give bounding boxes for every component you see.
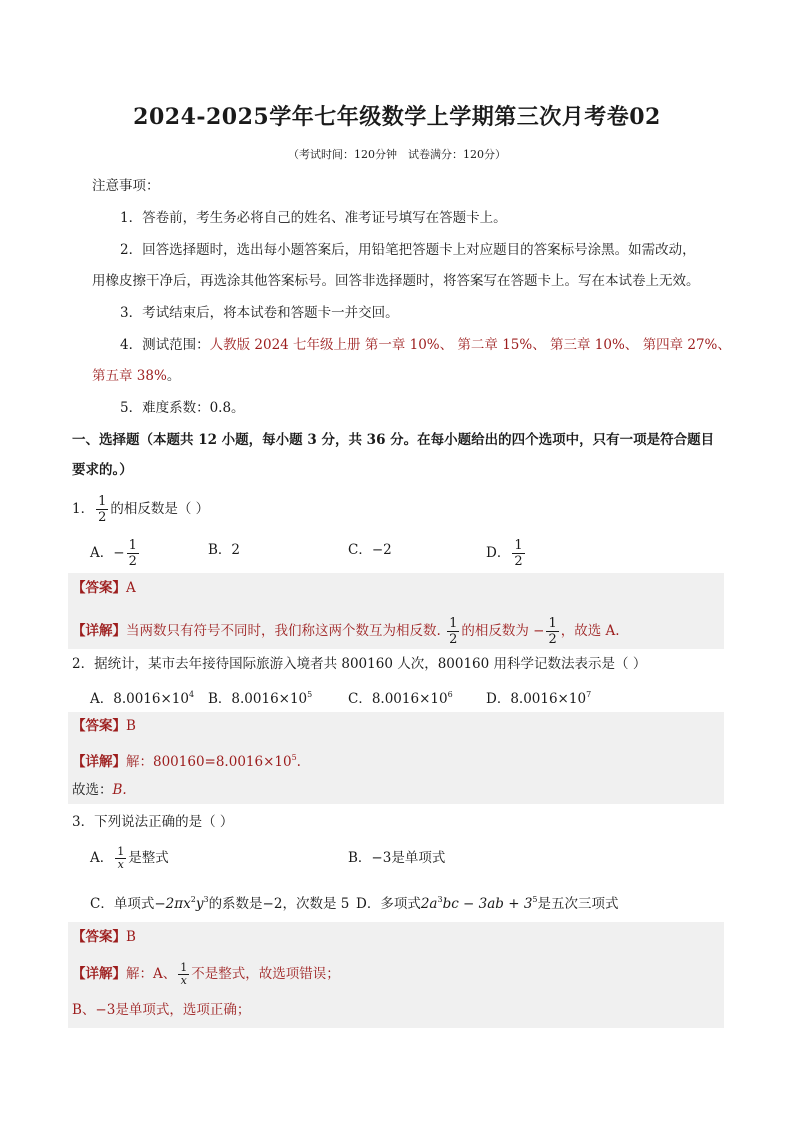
exam-info: （考试时间：120分钟 试卷满分：120分）	[288, 148, 506, 161]
q2-option-a: A．$8.0016\times 10^4$	[90, 690, 195, 707]
page-title: 2024-2025学年七年级数学上学期第三次月考卷02	[133, 104, 661, 130]
q1-option-d: D． $\frac{1}{2}$	[486, 538, 523, 569]
test-scope: 人教版 2024 七年级上册 第一章 10%、 第二章 15%、 第三章 10%、 第四章 27%、	[209, 337, 731, 353]
question-3: 3．下列说法正确的是（ ）	[72, 814, 234, 830]
q2-conclusion: 故选：B.	[72, 782, 127, 798]
q1-option-a: A．− $\frac{1}{2}$	[90, 538, 137, 569]
note-item-4-end: 。	[166, 368, 181, 384]
note-item-4-prefix: 4．测试范围：	[120, 337, 210, 353]
q2-detail: 【详解】解：$800160=8.0016\times 10^5$.	[72, 753, 301, 770]
q3-option-d: D．多项式$2a^3bc - 3ab + 3^5$是五次三项式	[356, 895, 619, 912]
q3-detail: 【详解】解：A、 $\frac{1}{x}$ 不是整式，故选项错误；	[72, 961, 340, 987]
q1-option-c: C．−2	[348, 542, 392, 558]
q3-answer: 【答案】B	[72, 929, 136, 945]
note-item-5: 5．难度系数：0.8。	[120, 400, 245, 416]
q2-option-b: B．$8.0016\times 10^5$	[208, 690, 313, 707]
q3-option-c: C．单项式$-2\pi x^2y^3$的系数是−2，次数是 5	[90, 895, 350, 912]
note-item-1: 1．答卷前，考生务必将自己的姓名、准考证号填写在答题卡上。	[120, 210, 507, 226]
q3-detail-line2: B、−3是单项式，选项正确；	[72, 1002, 251, 1018]
test-scope-cont: 第五章 38%	[92, 368, 167, 384]
question-number: 1．	[72, 501, 95, 517]
fraction: $\frac{1}{2}$	[449, 616, 458, 647]
fraction: $\frac{1}{2}$	[548, 616, 557, 647]
q2-option-d: D．$8.0016\times 10^7$	[486, 690, 592, 707]
section-heading-cont: 要求的。）	[72, 462, 133, 478]
q3-option-a: A． $\frac{1}{x}$ 是整式	[90, 845, 169, 871]
note-item-2b: 用橡皮擦干净后，再选涂其他答案标号。回答非选择题时，将答案写在答题卡上。写在本试卷上无效。	[92, 273, 700, 289]
q2-answer: 【答案】B	[72, 718, 136, 734]
question-2: 2．据统计，某市去年接待国际旅游入境者共 800160 人次，800160 用科学记数法表示是（ ）	[72, 656, 647, 672]
section-heading: 一、选择题（本题共 12 小题，每小题 3 分，共 36 分。在每小题给出的四个选项中，只有一项是符合题目	[72, 432, 715, 448]
q1-detail: 【详解】当两数只有符号不同时，我们称这两个数互为相反数. $\frac{1}{2}$ 的相反数为 − $\frac{1}{2}$ ，故选 A.	[72, 616, 620, 647]
fraction: $\frac{1}{2}$	[128, 538, 137, 569]
q2-option-c: C．$8.0016\times 10^6$	[348, 690, 453, 707]
fraction: $\frac{1}{2}$	[514, 538, 523, 569]
question-stem: 的相反数是（ ）	[110, 501, 210, 517]
q1-option-b: B．2	[208, 542, 241, 558]
note-item-3: 3．考试结束后，将本试卷和答题卡一并交回。	[120, 305, 399, 321]
note-item-4-cont	[92, 366, 180, 386]
note-item-2a: 2．回答选择题时，选出每小题答案后，用铅笔把答题卡上对应题目的答案标号涂黑。如需改动，	[120, 242, 696, 258]
question-1	[72, 494, 209, 525]
fraction: $\frac{1}{x}$	[180, 961, 188, 987]
notes-heading: 注意事项：	[92, 178, 160, 194]
note-item-4	[120, 335, 731, 355]
q1-answer: 【答案】A	[72, 580, 136, 596]
fraction: $\frac{1}{x}$	[117, 845, 125, 871]
fraction: $\frac{1}{2}$	[98, 494, 107, 525]
q3-option-b: B．−3是单项式	[348, 850, 446, 866]
